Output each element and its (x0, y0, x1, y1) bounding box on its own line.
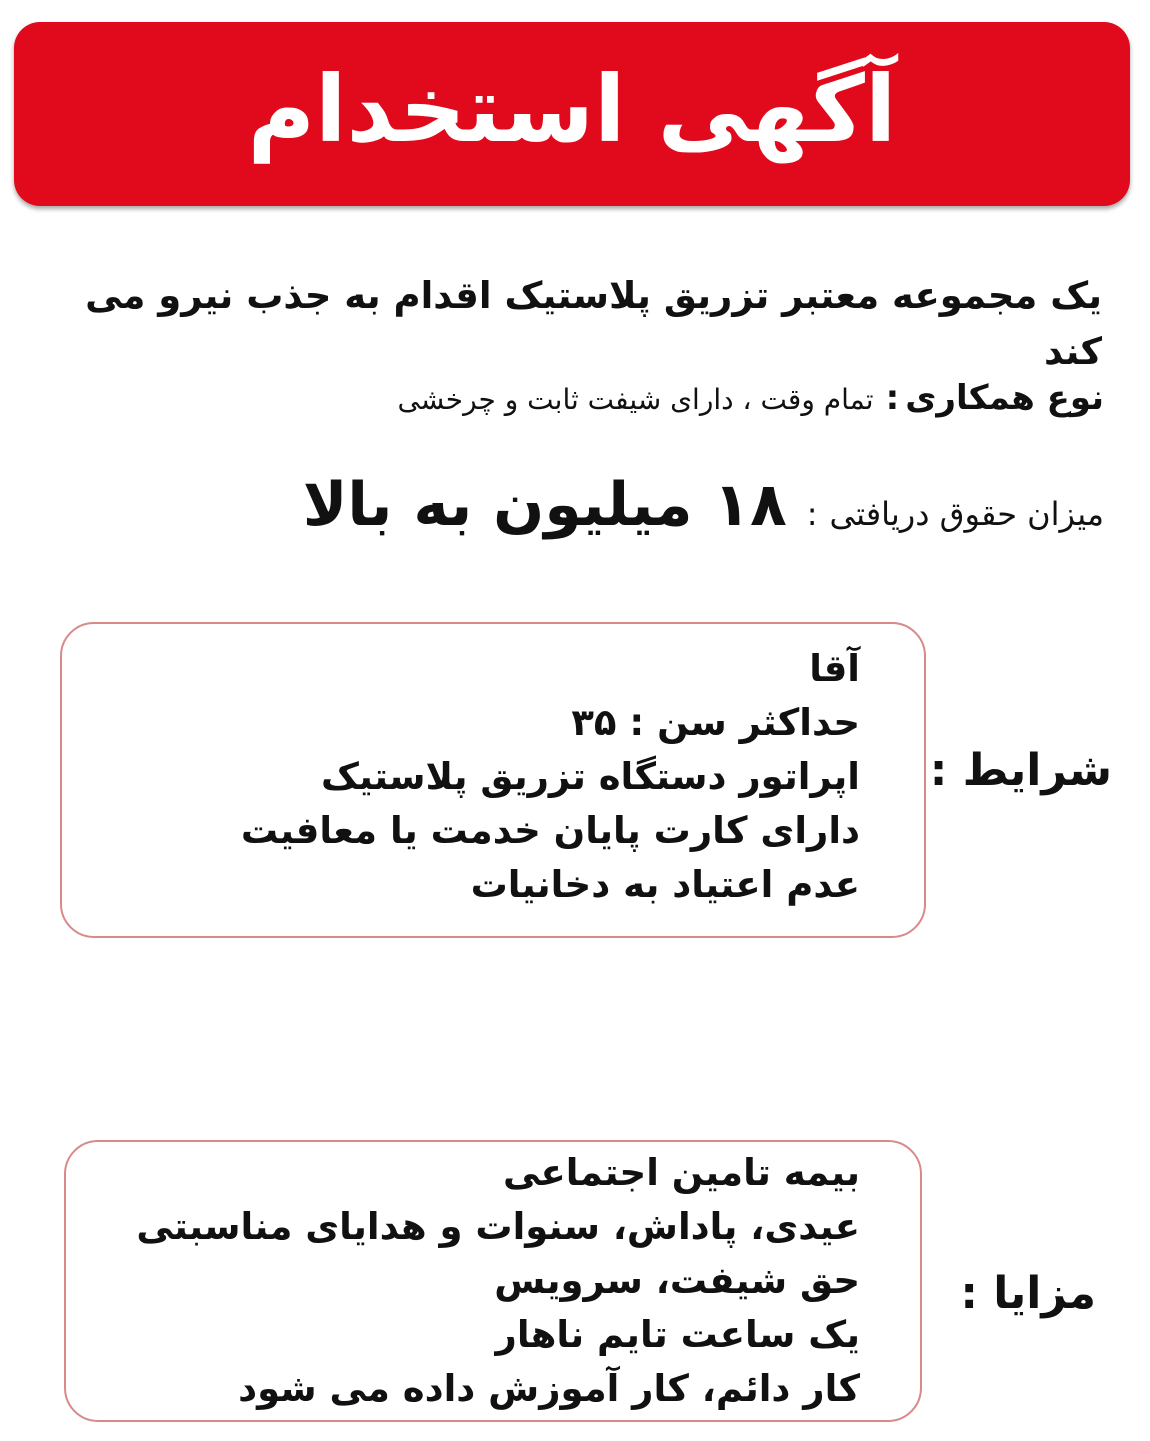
cooperation-value: تمام وقت ، دارای شیفت ثابت و چرخشی (397, 383, 874, 416)
page-title: آگهی استخدام (247, 56, 897, 163)
benefit-item: بیمه تامین اجتماعی (503, 1151, 860, 1194)
benefits-label: مزایا : (960, 1268, 1096, 1319)
cooperation-line (397, 374, 1104, 424)
requirements-list (241, 642, 860, 912)
requirements-label: شرایط : (929, 745, 1112, 796)
intro-text: یک مجموعه معتبر تزریق پلاستیک اقدام به جذب نیرو می کند (85, 274, 1102, 373)
benefit-item: عیدی، پاداش، سنوات و هدایای مناسبتی (136, 1205, 860, 1248)
cooperation-label: نوع همکاری (905, 378, 1104, 418)
benefits-list (136, 1146, 860, 1416)
benefit-item: حق شیفت، سرویس (494, 1259, 860, 1302)
salary-separator: : (806, 495, 818, 533)
benefit-item: کار دائم، کار آموزش داده می شود (238, 1367, 860, 1410)
requirement-item: دارای کارت پایان خدمت یا معافیت (240, 809, 860, 852)
requirement-item: عدم اعتیاد به دخانیات (470, 863, 860, 906)
salary-value: ۱۸ میلیون به بالا (302, 470, 787, 540)
cooperation-separator: : (885, 378, 900, 418)
requirement-item: آقا (809, 647, 860, 690)
benefit-item: یک ساعت تایم ناهار (495, 1313, 860, 1356)
salary-label: میزان حقوق دریافتی (829, 495, 1104, 533)
requirement-item: اپراتور دستگاه تزریق پلاستیک (321, 755, 860, 798)
title-banner (14, 22, 1130, 206)
salary-line (303, 470, 1104, 555)
requirement-item: حداکثر سن : ۳۵ (571, 701, 860, 744)
